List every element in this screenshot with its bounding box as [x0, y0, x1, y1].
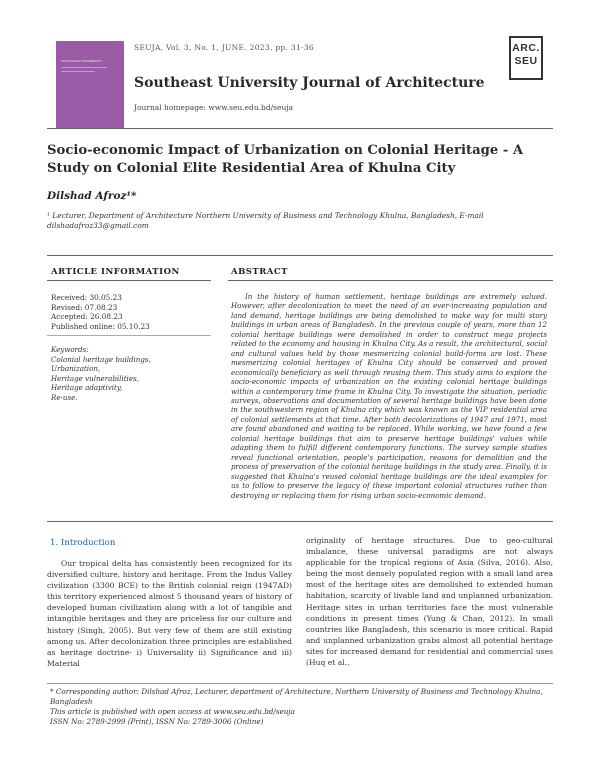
body-right-column: originality of heritage structures. Due to geo-cultural imbalance, these universal paradigms are not always applicable for the tropical regions of Asia (Silva, 2016). Also, being the most densely populated region with a small land area most of the heritage sites are demolished to extended human habitation, scarcity of livable land and unplanned urbanization. Heritage sites in urban territories face the most vulnerable conditions in present times (Yung & Chan, 2012). In small countries like Bangladesh, this scenario is more critical. Rapid and unplanned urbanization grabs almost all potential heritage sites for increased demand for residential and commercial uses (Huq et al.,	[306, 536, 553, 668]
article-info-heading: ARTICLE INFORMATION	[51, 267, 180, 277]
keywords-list	[51, 345, 151, 402]
keyword-item: Re-use.	[51, 392, 78, 402]
logo-line-1: ARC.	[512, 42, 540, 54]
issn-note: ISSN No: 2789-2999 (Print), ISSN No: 2789-3006 (Online)	[50, 717, 264, 726]
journal-homepage[interactable]: Journal homepage: www.seu.edu.bd/seuja	[134, 103, 294, 112]
article-history	[51, 293, 150, 331]
body-left-column: Our tropical delta has consistently been recognized for its diversified culture, history and heritage. From the Indus Valley civilization (3300 BCE) to the British colonial reign (1947AD) this territory experienced almost 5 thousand years of history of developed human civilization along with a lot of tangible and intangible heritages and they are priceless for our culture and history (Singh, 2005). But very few of them are still existing among us. After decolonization three principles are established as heritage doctrine- i) Universality ii) Significance and iii) Material	[47, 559, 292, 668]
title-rule	[47, 255, 553, 256]
info-rule	[47, 280, 211, 281]
received-date: Received: 30.05.23	[51, 293, 122, 302]
author-name: Dilshad Afroz¹*	[47, 190, 137, 202]
footer-rule	[47, 683, 553, 684]
volume-line: SEUJA, Vol. 3, No. 1, JUNE. 2023, pp. 31-36	[134, 43, 315, 52]
open-access-note: This article is published with open access at www.seu.edu.bd/seuja	[50, 707, 295, 716]
introduction-heading: 1. Introduction	[50, 538, 116, 548]
abstract-bottom-rule	[47, 521, 553, 522]
accepted-date: Accepted: 26.08.23	[51, 312, 123, 321]
keyword-item: Heritage adaptivity,	[51, 383, 123, 392]
keyword-item: Urbanization,	[51, 364, 101, 373]
keyword-item: Colonial heritage buildings,	[51, 354, 151, 364]
cover-line	[61, 71, 95, 72]
revised-date: Revised: 07.08.23	[51, 302, 118, 312]
cover-line	[61, 67, 107, 68]
keyword-item: Heritage vulnerabilities,	[51, 373, 139, 383]
footer-notes	[50, 687, 560, 727]
header-rule	[47, 128, 553, 129]
article-title: Socio-economic Impact of Urbanization on Colonial Heritage - A Study on Colonial Elite Residential Area of Khulna City	[47, 143, 524, 176]
published-date: Published online: 05.10.23	[51, 321, 150, 331]
corresponding-author-note: * Corresponding author: Dilshad Afroz, Lecturer, department of Architecture, Northern University of Business and Technology Khulna, Bangladesh	[50, 687, 543, 706]
logo-line-2: SEU	[514, 55, 538, 67]
arc-seu-logo	[509, 36, 543, 80]
abstract-rule	[228, 280, 553, 281]
journal-name: Southeast University Journal of Architecture	[134, 75, 485, 91]
keywords-label: Keywords:	[51, 345, 89, 354]
abstract-text: In the history of human settlement, heritage buildings are extremely valued. However, after decolonization to meet the need of an ever-increasing population and land demand, heritage buildings are being demolished to make way for multi story buildings in urban areas of Bangladesh. In the previous couple of years, more than 12 colonial heritage buildings were demolished in order to construct mega projects related to the economy and housing in Khulna City. As a result, the architectural, social and cultural values held by those mesmerizing colonial build-forms are lost. These mesmerizing colonial heritages of Khulna City should be conserved and proved economically beneficiary as well through reusing them. This study aims to explore the socio-economic impacts of urbanization on the existing colonial heritage buildings within a contemporary time frame in Khulna City. To investigate the situation, periodic surveys, observations and documentation of several heritage buildings have been done in the southwestern region of Khulna city which was known as the VIP residential area of colonial settlements at that time. After both decolorizations of 1947 and 1971, most are found abandoned and waiting to be replaced. While working, we have found a few colonial heritage buildings that aim to preserve heritage buildings' values while adapting them to fulfill different contemporary functions. The survey sample studies reveal functional orientation, people's participation, reasons for demolition and the process of preservation of the colonial heritage buildings in the study area. Finally, it is suggested that Khulna's reused colonial heritage buildings are the ideal examples for us to follow to preserve the legacy of these important colonial structures rather than destroying or replacing them for rising urban socio-economic demand.	[231, 292, 547, 500]
journal-cover-image	[56, 41, 124, 129]
keywords-rule	[47, 335, 211, 336]
abstract-heading: ABSTRACT	[231, 267, 288, 277]
author-affiliation: ¹ Lecturer, Department of Architecture Northern University of Business and Technology Khulna, Bangladesh, E-mail dilshadafroz33@gmail.com	[47, 211, 484, 230]
cover-title: SOUTHEAST UNIVERSITY	[61, 59, 103, 63]
